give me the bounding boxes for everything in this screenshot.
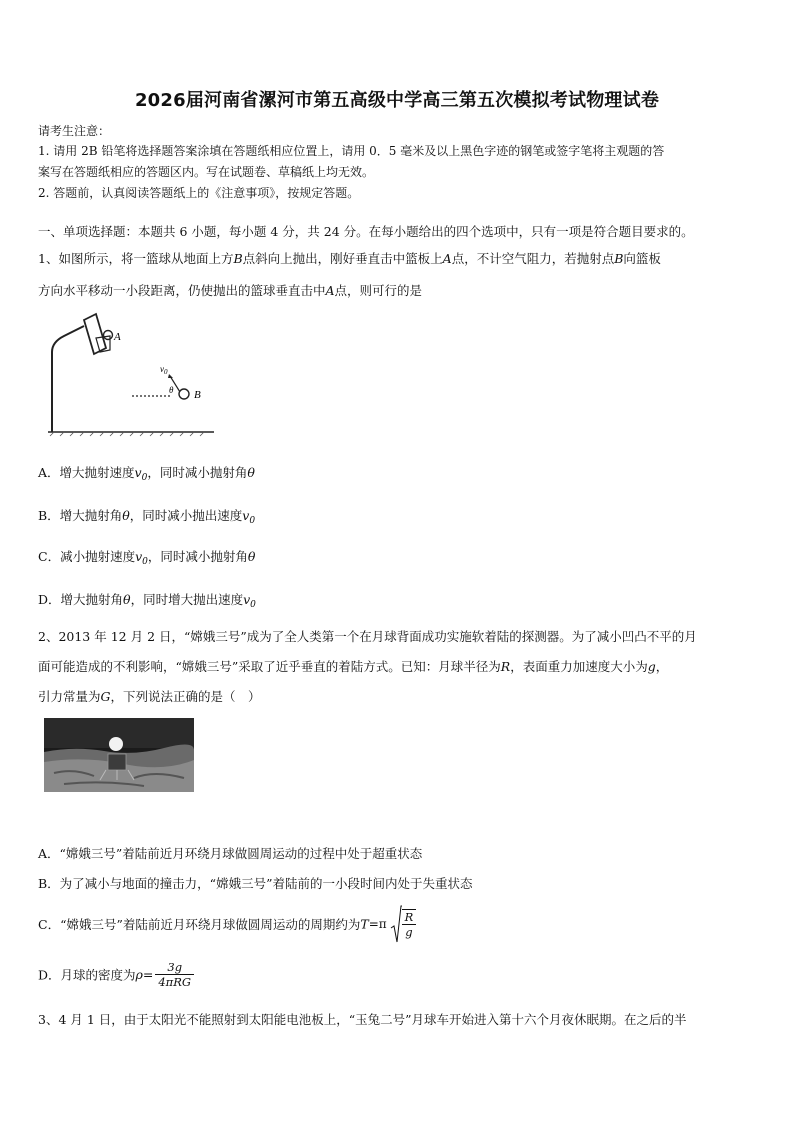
- q1-option-b[interactable]: B．增大抛射角θ，同时减小抛出速度$v_0$: [38, 508, 256, 526]
- q3-stem-line-1: 3、4 月 1 日，由于太阳光不能照射到太阳能电池板上，“玉兔二号”月球车开始进入第十六个月夜休眠期。在之后的半: [38, 1012, 687, 1027]
- notice-item-2: 2. 答题前，认真阅读答题纸上的《注意事项》，按规定答题。: [38, 186, 360, 200]
- lunar-lander-photo: [44, 718, 194, 792]
- q2-stem-line-1: 2、2013 年 12 月 2 日，“嫦娥三号”成为了全人类第一个在月球背面成功实施软着陆的探测器。为了减小凹凸不平的月: [38, 629, 697, 644]
- q1-stem-line-2: 方向水平移动一小段距离，仍使抛出的篮球垂直击中A点，则可行的是: [38, 283, 423, 298]
- label-v0: $v_0$: [160, 364, 168, 376]
- q1-option-c[interactable]: C．减小抛射速度$v_0$，同时减小抛射角θ: [38, 549, 256, 567]
- hoop-pole: [52, 326, 84, 432]
- q2-option-c[interactable]: C．“嫦娥三号”着陆前近月环绕月球做圆周运动的周期约为T=π $\frac{R}{g}$: [38, 904, 416, 952]
- backboard: [84, 314, 106, 354]
- basketball-hoop-figure: [44, 312, 214, 437]
- ball-at-A: [104, 331, 113, 340]
- label-theta: θ: [169, 385, 174, 395]
- period-fraction: $\frac{R}{g}$: [402, 909, 417, 939]
- notice-item-1-line-1: 1. 请用 2B 铅笔将选择题答案涂填在答题纸相应位置上，请用 0．5 毫米及以上黑色字迹的钢笔或签字笔将主观题的答: [38, 144, 665, 158]
- q1-option-a[interactable]: A．增大抛射速度$v_0$，同时减小抛射角θ: [38, 465, 255, 483]
- q2-stem-line-3: 引力常量为G，下列说法正确的是（ ）: [38, 689, 261, 704]
- density-fraction: $\frac{3g}{\text{4πRG}}$: [155, 960, 194, 989]
- label-A: A: [114, 331, 121, 343]
- q1-option-d[interactable]: D．增大抛射角θ，同时增大抛出速度$v_0$: [38, 592, 256, 610]
- sqrt-symbol: [390, 904, 417, 944]
- page-title: 2026届河南省漯河市第五高级中学高三第五次模拟考试物理试卷: [134, 90, 660, 111]
- q2-option-a[interactable]: A．“嫦娥三号”着陆前近月环绕月球做圆周运动的过程中处于超重状态: [38, 846, 423, 861]
- q2-option-b[interactable]: B．为了减小与地面的撞击力，“嫦娥三号”着陆前的一小段时间内处于失重状态: [38, 876, 473, 891]
- q1-stem-line-1: 1、如图所示，将一篮球从地面上方B点斜向上抛出，刚好垂直击中篮板上A点，不计空气阻力，若抛射点B向篮板: [38, 251, 661, 266]
- q2-stem-line-2: 面可能造成的不利影响，“嫦娥三号”采取了近乎垂直的着陆方式。已知：月球半径为R，表面重力加速度大小为g，: [38, 659, 669, 674]
- notice-item-1-line-2: 案写在答题纸相应的答题区内。写在试题卷、草稿纸上均无效。: [38, 165, 375, 179]
- label-B: B: [194, 389, 201, 401]
- q2-option-d[interactable]: D．月球的密度为ρ= $\frac{3g}{\text{4πRG}}$: [38, 960, 194, 1000]
- notice-heading: 请考生注意：: [38, 124, 111, 138]
- ball-at-B: [179, 389, 189, 399]
- section-heading: 一、单项选择题：本题共 6 小题，每小题 4 分，共 24 分。在每小题给出的四个选项中，只有一项是符合题目要求的。: [38, 224, 694, 239]
